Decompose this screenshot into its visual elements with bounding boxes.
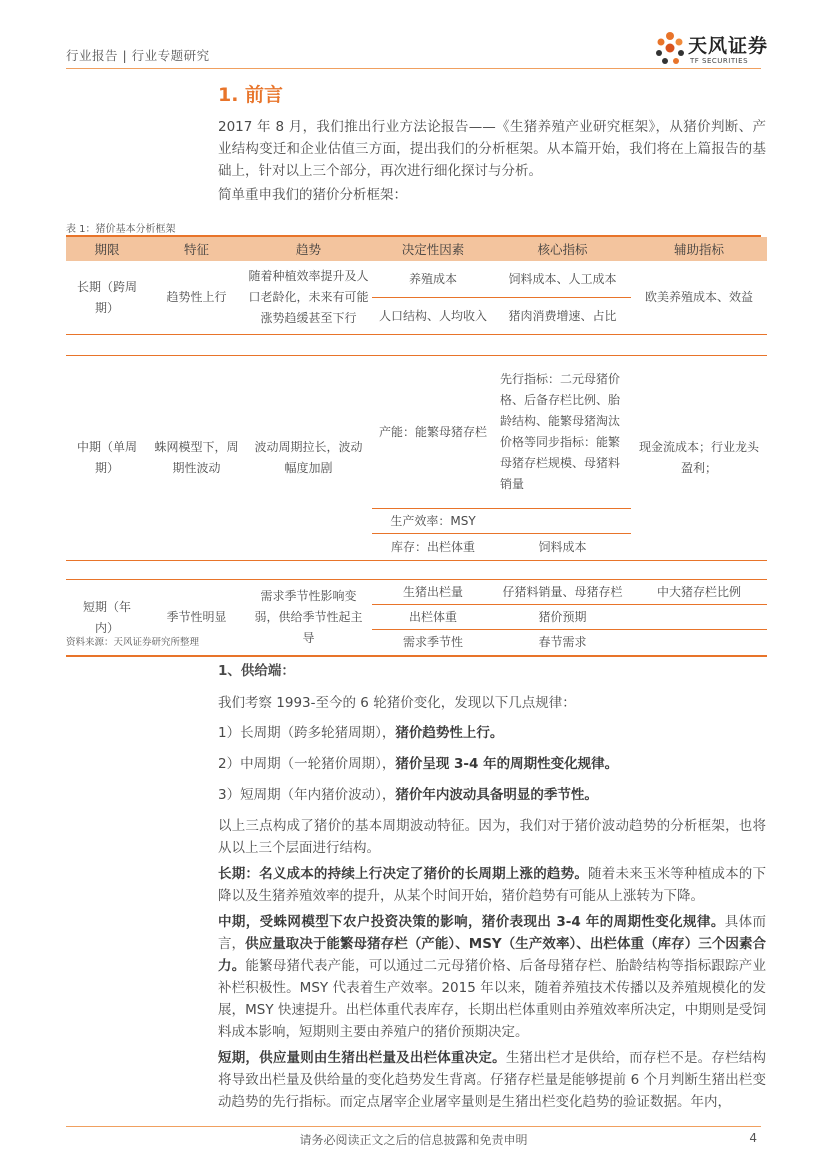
mid-term-paragraph: 中期，受蛛网模型下农户投资决策的影响，猪价表现出 3-4 年的周期性变化规律。具体而言，供应量取决于能繁母猪存栏（产能）、MSY（生产效率）、出栏体重（库存）三个因素合力。能繁母猪代表产能，可以通过二元母猪价格、后备母猪存栏、胎龄结构等指标跟踪产业补栏积极性。MSY 代表着生产效率。2015 年以来，随着养殖技术传播以及养殖规模化的发展，MSY 快速提升。出栏体重代表库存，长期出栏体重则由养殖效率所决定，中期则是受饲料成本影响，短期则主要由养殖户的猪价预期决定。	[218, 914, 767, 1040]
section-title: 1. 前言	[218, 84, 284, 106]
long-trend: 随着种植效率提升及人口老龄化，未来有可能涨势趋缓甚至下行	[245, 261, 372, 335]
page-number: 4	[749, 1131, 757, 1145]
mid-period: 中期（单周期）	[66, 356, 148, 561]
mid-core-1: 先行指标：二元母猪价格、后备存栏比例、胎龄结构、能繁母猪淘汰价格等同步指标：能繁母猪存栏规模、母猪料销量	[494, 356, 631, 509]
header-divider	[66, 68, 761, 69]
footer-divider	[66, 1126, 761, 1127]
long-core-1: 饲料成本、人工成本	[494, 261, 631, 298]
long-factor-2: 人口结构、人均收入	[372, 298, 494, 335]
short-aux: 中大猪存栏比例	[631, 580, 767, 605]
table-row	[66, 261, 767, 298]
body-paragraph: 以上三点构成了猪价的基本周期波动特征。因为，我们对于猪价波动趋势的分析框架，也将从以上三个层面进行结构。	[218, 818, 766, 856]
short-core-1: 仔猪料销量、母猪存栏	[494, 580, 631, 605]
th-factor: 决定性因素	[372, 237, 494, 261]
long-period: 长期（跨周期）	[66, 261, 148, 335]
table-spacer-row	[66, 561, 767, 580]
rule-2: 2）中周期（一轮猪价周期），猪价呈现 3-4 年的周期性变化规律。	[218, 756, 619, 772]
short-feature: 季节性明显	[148, 580, 245, 657]
price-framework-table	[66, 237, 767, 657]
table-spacer-row	[66, 335, 767, 356]
short-factor-3: 需求季节性	[372, 630, 494, 657]
table-row	[66, 356, 767, 509]
short-factor-1: 生猪出栏量	[372, 580, 494, 605]
mid-trend: 波动周期拉长，波动幅度加剧	[245, 356, 372, 561]
tf-flower-icon	[652, 30, 688, 70]
long-term-paragraph: 长期：名义成本的持续上行决定了猪价的长周期上涨的趋势。随着未来玉米等种植成本的下降以及生猪养殖效率的提升，从某个时间开始，猪价趋势有可能从上涨转为下降。	[218, 866, 767, 904]
supply-heading: 1、供给端：	[218, 663, 295, 679]
footer-disclaimer: 请务必阅读正文之后的信息披露和免责申明	[299, 1133, 528, 1147]
table-header-row	[66, 237, 767, 261]
th-aux: 辅助指标	[631, 237, 767, 261]
th-period: 期限	[66, 237, 148, 261]
short-trend: 需求季节性影响变弱，供给季节性起主导	[245, 580, 372, 657]
mid-aux: 现金流成本；行业龙头盈利；	[631, 356, 767, 561]
rule-1: 1）长周期（跨多轮猪周期），猪价趋势性上行。	[218, 725, 504, 741]
mid-core-3: 饲料成本	[494, 534, 631, 561]
logo-cn: 天风证券	[688, 35, 769, 57]
intro-paragraph: 2017 年 8 月，我们推出行业方法论报告——《生猪养殖产业研究框架》，从猪价判断、产业结构变迁和企业估值三方面，提出我们的分析框架。从本篇开始，我们将在上篇报告的基础上，针对以上三个部分，再次进行细化探讨与分析。	[218, 119, 766, 179]
short-core-2: 猪价预期	[494, 605, 631, 630]
mid-factor-1: 产能：能繁母猪存栏	[372, 356, 494, 509]
company-logo	[652, 30, 772, 70]
short-term-paragraph: 短期，供应量则由生猪出栏量及出栏体重决定。生猪出栏才是供给，而存栏不是。存栏结构将导致出栏量及供给量的变化趋势发生背离。仔猪存栏量是能够提前 6 个月判断生猪出栏变动趋势的先行指标。而定点屠宰企业屠宰量则是生猪出栏变化趋势的验证数据。年内，	[218, 1050, 767, 1110]
header-label: 行业报告 | 行业专题研究	[66, 48, 210, 63]
th-trend: 趋势	[245, 237, 372, 261]
logo-en: TF SECURITIES	[690, 57, 749, 65]
long-aux: 欧美养殖成本、效益	[631, 261, 767, 335]
long-feature: 趋势性上行	[148, 261, 245, 335]
mid-factor-3: 库存：出栏体重	[372, 534, 494, 561]
table-caption: 表 1：猪价基本分析框架	[66, 224, 176, 235]
rule-3: 3）短周期（年内猪价波动），猪价年内波动具备明显的季节性。	[218, 787, 598, 803]
body-paragraph: 我们考察 1993-至今的 6 轮猪价变化，发现以下几点规律：	[218, 695, 576, 711]
short-core-3: 春节需求	[494, 630, 631, 657]
th-core: 核心指标	[494, 237, 631, 261]
mid-feature: 蛛网模型下，周期性波动	[148, 356, 245, 561]
mid-factor-2: 生产效率：MSY	[372, 509, 494, 534]
short-period: 短期（年内）	[66, 580, 148, 657]
intro-paragraph-2: 简单重申我们的猪价分析框架：	[218, 187, 407, 203]
long-core-2: 猪肉消费增速、占比	[494, 298, 631, 335]
short-factor-2: 出栏体重	[372, 605, 494, 630]
mid-core-2	[494, 509, 631, 534]
long-factor-1: 养殖成本	[372, 261, 494, 298]
table-source: 资料来源：天风证券研究所整理	[66, 637, 200, 648]
th-feature: 特征	[148, 237, 245, 261]
table-row	[66, 580, 767, 605]
